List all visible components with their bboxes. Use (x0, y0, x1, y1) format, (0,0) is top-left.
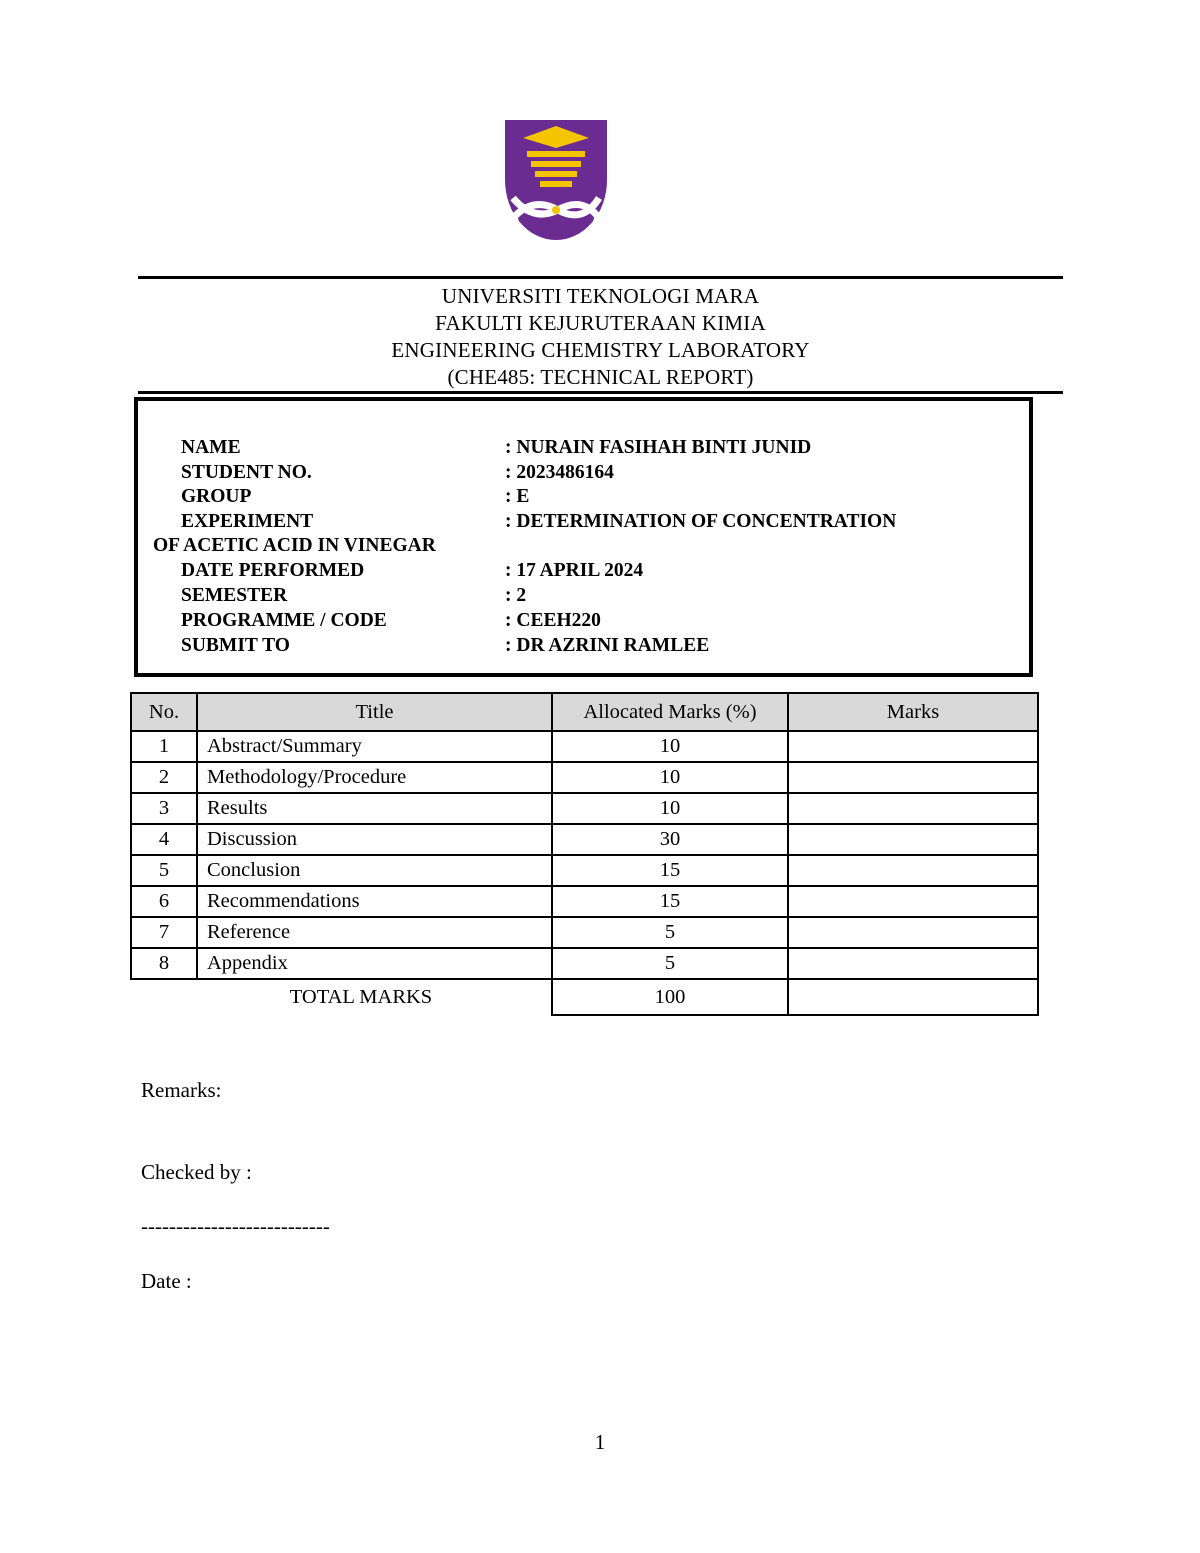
table-row (131, 855, 1038, 886)
row-allocated: 10 (552, 762, 788, 793)
date-value: : 17 APRIL 2024 (505, 560, 644, 581)
signature-line: --------------------------- (141, 1214, 330, 1238)
laboratory-name: ENGINEERING CHEMISTRY LABORATORY (391, 338, 810, 362)
row-no: 1 (131, 731, 197, 762)
row-marks[interactable] (788, 762, 1038, 793)
row-allocated: 15 (552, 886, 788, 917)
page-number: 1 (594, 1430, 606, 1454)
total-row (131, 979, 1038, 1015)
experiment-value: : DETERMINATION OF CONCENTRATION (505, 511, 897, 532)
submit-value: : DR AZRINI RAMLEE (505, 635, 710, 656)
total-allocated: 100 (552, 979, 788, 1015)
row-no: 4 (131, 824, 197, 855)
row-no: 7 (131, 917, 197, 948)
header-title: Title (197, 693, 552, 731)
header-marks: Marks (788, 693, 1038, 731)
total-marks[interactable] (788, 979, 1038, 1015)
row-title: Methodology/Procedure (197, 762, 552, 793)
university-name: UNIVERSITI TEKNOLOGI MARA (441, 284, 760, 308)
row-title: Recommendations (197, 886, 552, 917)
name-label: NAME (181, 437, 241, 458)
date-label: DATE PERFORMED (181, 560, 365, 581)
table-row (131, 793, 1038, 824)
marks-table (130, 692, 1039, 1016)
student-no-label: STUDENT NO. (181, 462, 312, 483)
checked-by-label: Checked by : (141, 1160, 252, 1184)
row-allocated: 15 (552, 855, 788, 886)
row-marks[interactable] (788, 948, 1038, 979)
row-title: Discussion (197, 824, 552, 855)
row-allocated: 10 (552, 793, 788, 824)
row-marks[interactable] (788, 793, 1038, 824)
table-row (131, 917, 1038, 948)
remarks-label: Remarks: (141, 1078, 222, 1102)
course-title: (CHE485: TECHNICAL REPORT) (447, 365, 754, 389)
faculty-name: FAKULTI KEJURUTERAAN KIMIA (435, 311, 766, 335)
row-allocated: 10 (552, 731, 788, 762)
uitm-crest-icon (503, 118, 609, 248)
row-no: 2 (131, 762, 197, 793)
name-value: : NURAIN FASIHAH BINTI JUNID (505, 437, 812, 458)
header-allocated: Allocated Marks (%) (552, 693, 788, 731)
row-title: Abstract/Summary (197, 731, 552, 762)
row-title: Conclusion (197, 855, 552, 886)
programme-label: PROGRAMME / CODE (181, 610, 387, 631)
experiment-continuation: OF ACETIC ACID IN VINEGAR (153, 535, 436, 556)
semester-label: SEMESTER (181, 585, 288, 606)
table-header-row (131, 693, 1038, 731)
submit-label: SUBMIT TO (181, 635, 290, 656)
semester-value: : 2 (505, 585, 527, 606)
row-title: Reference (197, 917, 552, 948)
group-value: : E (505, 486, 530, 507)
table-row (131, 762, 1038, 793)
table-row (131, 731, 1038, 762)
experiment-label: EXPERIMENT (181, 511, 314, 532)
programme-value: : CEEH220 (505, 610, 601, 631)
row-no: 3 (131, 793, 197, 824)
header-bottom-rule (138, 391, 1063, 394)
date-label: Date : (141, 1269, 192, 1293)
row-marks[interactable] (788, 917, 1038, 948)
row-marks[interactable] (788, 824, 1038, 855)
header-no: No. (131, 693, 197, 731)
row-marks[interactable] (788, 886, 1038, 917)
row-allocated: 5 (552, 917, 788, 948)
table-row (131, 886, 1038, 917)
row-title: Appendix (197, 948, 552, 979)
row-allocated: 30 (552, 824, 788, 855)
total-label: TOTAL MARKS (289, 986, 433, 1008)
row-marks[interactable] (788, 731, 1038, 762)
row-no: 6 (131, 886, 197, 917)
row-marks[interactable] (788, 855, 1038, 886)
row-no: 8 (131, 948, 197, 979)
group-label: GROUP (181, 486, 252, 507)
student-no-value: : 2023486164 (505, 462, 614, 483)
row-title: Results (197, 793, 552, 824)
table-row (131, 824, 1038, 855)
table-row (131, 948, 1038, 979)
row-no: 5 (131, 855, 197, 886)
row-allocated: 5 (552, 948, 788, 979)
header-top-rule (138, 276, 1063, 279)
